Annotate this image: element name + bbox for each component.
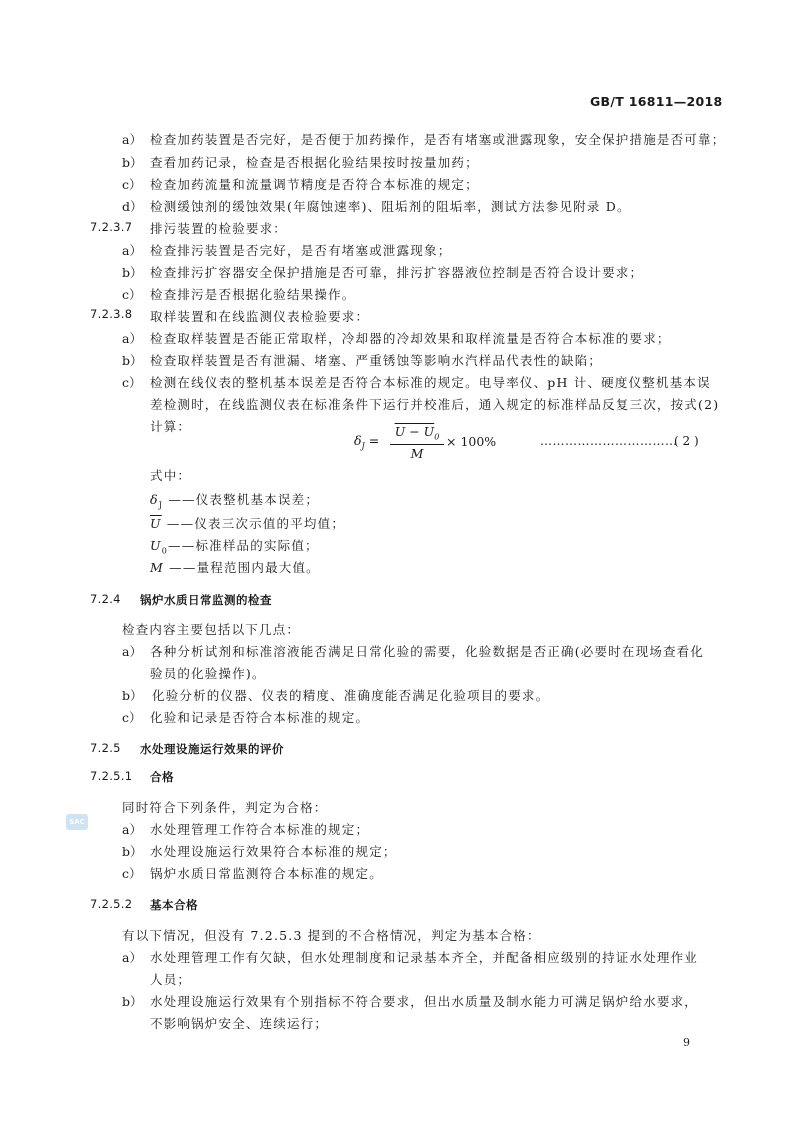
list-marker: b） (122, 155, 143, 170)
list-item: 检查排污是否根据化验结果操作。 (150, 287, 356, 302)
list-marker: c） (122, 375, 142, 390)
sac-watermark-logo: SAC (66, 814, 88, 830)
list-item-continuation: 计算： (150, 419, 192, 434)
definition-item: $\overline{U}$ ——仪表三次示值的平均值； (150, 516, 346, 531)
formula-lhs: $\delta_J$ = (354, 433, 380, 451)
list-marker: a） (122, 132, 142, 147)
list-item: 检测在线仪表的整机基本误差是否符合本标准的规定。电导率仪、pH 计、硬度仪整机基本误 (150, 375, 711, 390)
list-marker: b） (122, 688, 143, 703)
list-item-continuation: 验员的化验操作)。 (150, 666, 266, 681)
list-item: 检测缓蚀剂的缓蚀效果(年腐蚀速率)、阻垢剂的阻垢率，测试方法参见附录 D。 (150, 199, 631, 214)
section-heading: 排污装置的检验要求： (150, 221, 288, 236)
page-number: 9 (683, 1036, 690, 1049)
list-item-continuation: 不影响锅炉安全、连续运行； (150, 1016, 329, 1031)
list-item-continuation: 人员； (150, 972, 192, 987)
formula-numerator: $U - U_0$ (394, 424, 440, 442)
equation-number: ( 2 ) (674, 434, 699, 448)
list-item: 水处理管理工作有欠缺，但水处理制度和记录基本齐全，并配备相应级别的持证水处理作业 (150, 950, 699, 965)
list-item: 锅炉水质日常监测符合本标准的规定。 (150, 866, 383, 881)
list-item: 检查排污扩容器安全保护措施是否可靠，排污扩容器液位控制是否符合设计要求； (150, 265, 644, 280)
where-label: 式中： (150, 468, 192, 483)
paragraph: 有以下情况，但没有 7.2.5.3 提到的不合格情况，判定为基本合格： (122, 928, 541, 943)
list-marker: c） (122, 177, 142, 192)
list-marker: b） (122, 994, 143, 1009)
formula-leader-dots: …………………………… (540, 434, 678, 448)
list-item: 查看加药记录，检查是否根据化验结果按时按量加药； (150, 155, 479, 170)
list-item: 水处理设施运行效果符合本标准的规定； (150, 844, 397, 859)
list-item: 水处理设施运行效果有个别指标不符合要求，但出水质量及制水能力可满足锅炉给水要求， (150, 994, 699, 1009)
list-item: 化验分析的仪器、仪表的精度、准确度能否满足化验项目的要求。 (152, 688, 550, 703)
list-item: 水处理管理工作符合本标准的规定； (150, 822, 370, 837)
formula-times: × 100% (446, 434, 497, 449)
formula-denominator: M (410, 445, 424, 461)
section-number: 7.2.3.8 (90, 307, 133, 321)
standard-number: GB/T 16811—2018 (590, 94, 723, 109)
section-number: 7.2.3.7 (90, 220, 133, 234)
definition-item: $\delta_J$ ——仪表整机基本误差； (150, 492, 320, 510)
list-item: 化验和记录是否符合本标准的规定。 (150, 710, 370, 725)
list-item: 检查取样装置是否能正常取样，冷却器的冷却效果和取样流量是否符合本标准的要求； (150, 331, 671, 346)
paragraph: 同时符合下列条件，判定为合格： (122, 800, 328, 815)
list-item-continuation: 差检测时，在线监测仪表在标准条件下运行并校准后，通入规定的标准样品反复三次，按式(2) (150, 397, 720, 412)
section-heading: 水处理设施运行效果的评价 (140, 742, 284, 756)
section-number: 7.2.5.1 (90, 769, 133, 783)
section-number: 7.2.4 (90, 592, 121, 606)
definition-item: M ——量程范围内最大值。 (150, 560, 320, 575)
section-heading: 锅炉水质日常监测的检查 (140, 593, 272, 607)
list-item: 检查加药装置是否完好，是否便于加药操作，是否有堵塞或泄露现象，安全保护措施是否可靠； (150, 132, 726, 147)
list-marker: a） (122, 644, 142, 659)
section-heading: 取样装置和在线监测仪表检验要求： (150, 309, 370, 324)
list-marker: a） (122, 243, 142, 258)
list-marker: b） (122, 353, 143, 368)
definition-item: $U_0——$标准样品的实际值； (150, 538, 319, 556)
section-heading: 基本合格 (150, 898, 198, 912)
list-item: 检查取样装置是否有泄漏、堵塞、严重锈蚀等影响水汽样品代表性的缺陷； (150, 353, 603, 368)
paragraph: 检查内容主要包括以下几点： (122, 622, 301, 637)
section-number: 7.2.5.2 (90, 897, 133, 911)
section-heading: 合格 (150, 770, 174, 784)
list-marker: c） (122, 710, 142, 725)
section-number: 7.2.5 (90, 741, 121, 755)
list-item: 检查加药流量和流量调节精度是否符合本标准的规定； (150, 177, 479, 192)
list-marker: c） (122, 287, 142, 302)
list-marker: b） (122, 844, 143, 859)
list-marker: b） (122, 265, 143, 280)
list-marker: a） (122, 950, 142, 965)
list-marker: c） (122, 866, 142, 881)
list-item: 检查排污装置是否完好，是否有堵塞或泄露现象； (150, 243, 452, 258)
fraction-bar (390, 444, 444, 445)
list-marker: d） (122, 199, 143, 214)
list-marker: a） (122, 331, 142, 346)
list-marker: a） (122, 822, 142, 837)
list-item: 各种分析试剂和标准溶液能否满足日常化验的需要，化验数据是否正确(必要时在现场查看化 (150, 644, 705, 659)
formula-fraction (390, 424, 444, 461)
